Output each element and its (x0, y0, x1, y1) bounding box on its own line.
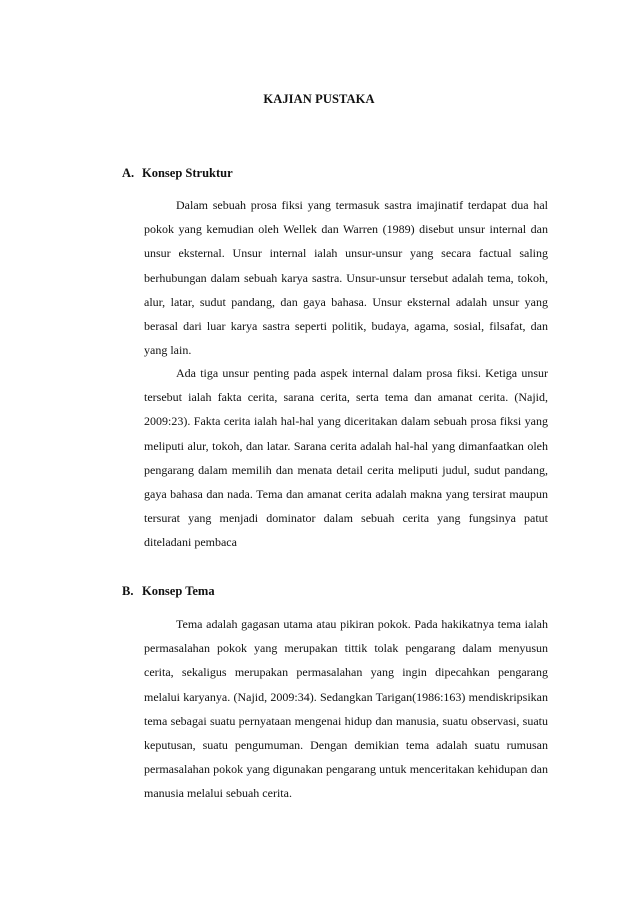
section-heading-text: Konsep Tema (142, 584, 215, 598)
page-title: KAJIAN PUSTAKA (263, 92, 375, 106)
paragraph: Dalam sebuah prosa fiksi yang termasuk sastra imajinatif terdapat dua hal pokok yang kemudian oleh Wellek dan Warren (1989) disebut unsur internal dan unsur eksternal. Unsur internal ialah unsur-unsur yang secara factual saling berhubungan dalam sebuah karya sastra. Unsur-unsur tersebut adalah tema, tokoh, alur, latar, sudut pandang, dan gaya bahasa. Unsur eksternal adalah unsur yang berasal dari luar karya sastra seperti politik, budaya, agama, sosial, filsafat, dan yang lain. (144, 198, 548, 358)
section-letter: A. (122, 166, 135, 180)
section-letter: B. (122, 584, 134, 598)
paragraph: Tema adalah gagasan utama atau pikiran pokok. Pada hakikatnya tema ialah permasalahan pokok yang merupakan tittik tolak pengarang dalam menyusun cerita, sekaligus merupakan permasalahan yang ingin dipecahkan pengarang melalui karyanya. (Najid, 2009:34). Sedangkan Tarigan(1986:163) mendiskripsikan tema sebagai suatu pernyataan mengenai hidup dan manusia, suatu observasi, suatu keputusan, suatu pengumuman. Dengan demikian tema adalah suatu rumusan permasalahan pokok yang digunakan pengarang untuk menceritakan kehidupan dan manusia melalui sebuah cerita. (144, 617, 548, 801)
section-heading-a (122, 166, 233, 181)
paragraph: Ada tiga unsur penting pada aspek internal dalam prosa fiksi. Ketiga unsur tersebut ialah fakta cerita, sarana cerita, serta tema dan amanat cerita. (Najid, 2009:23). Fakta cerita ialah hal-hal yang diceritakan dalam sebuah prosa fiksi yang meliputi alur, tokoh, dan latar. Sarana cerita adalah hal-hal yang dimanfaatkan oleh pengarang dalam memilih dan menata detail cerita meliputi judul, sudut pandang, gaya bahasa dan nada. Tema dan amanat cerita adalah makna yang tersirat maupun tersurat yang menjadi dominator dalam sebuah cerita yang fungsinya patut diteladani pembaca (144, 366, 548, 550)
section-heading-text: Konsep Struktur (142, 166, 233, 180)
section-heading-b (122, 584, 215, 599)
